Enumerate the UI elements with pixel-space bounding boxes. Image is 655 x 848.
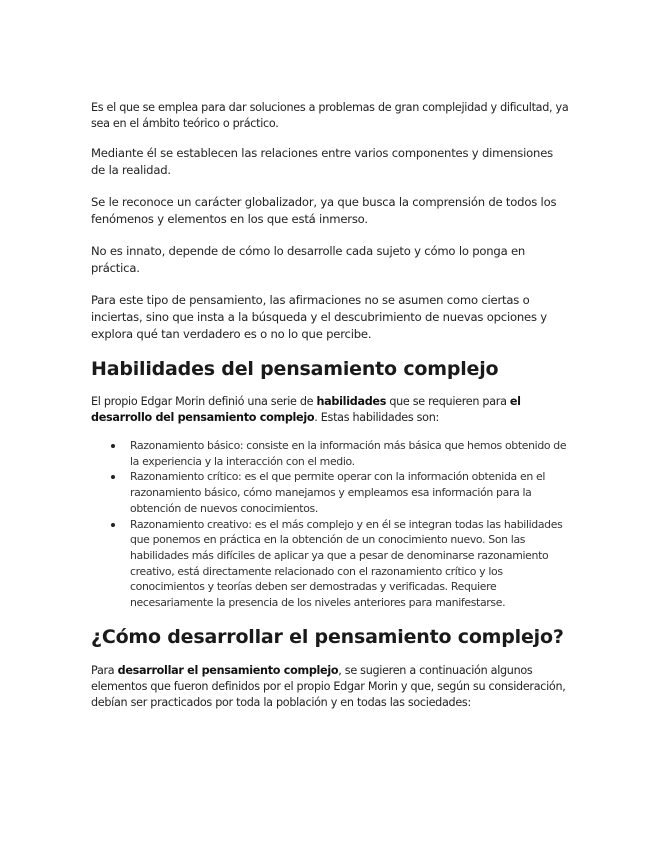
intro-paragraph-3: Se le reconoce un carácter globalizador, ya que busca la comprensión de todos los fenómenos y elementos en los que está inmerso. xyxy=(91,195,557,226)
intro-paragraph-4: No es innato, depende de cómo lo desarrolle cada sujeto y cómo lo ponga en práctica. xyxy=(91,244,526,275)
habilidades-intro-text-2: que se requieren para xyxy=(386,395,510,408)
habilidades-list xyxy=(91,438,569,611)
desarrollar-intro-text-2: , se sugieren a continuación algunos elementos que fueron definidos por el propio Edgar Morin y que, según su consideración, debían ser practicados por toda la población y en todas las sociedades: xyxy=(91,663,566,709)
intro-paragraph-2: Mediante él se establecen las relaciones entre varios componentes y dimensiones de la realidad. xyxy=(91,146,553,177)
desarrollar-link: desarrollar el pensamiento complejo xyxy=(117,663,339,677)
list-item xyxy=(91,469,569,516)
intro-paragraph-5: Para este tipo de pensamiento, las afirmaciones no se asumen como ciertas o inciertas, sino que insta a la búsqueda y el descubrimiento de nuevas opciones y explora qué tan verdadero es o no lo que percibe. xyxy=(91,293,547,341)
desarrollar-intro-text-1: Para xyxy=(91,663,118,677)
habilidades-heading: Habilidades del pensamiento complejo xyxy=(91,358,499,380)
list-item-text: Razonamiento básico: consiste en la información más básica que hemos obtenido de la experiencia y la interacción con el medio. xyxy=(130,439,567,468)
habilidades-link: habilidades xyxy=(316,395,387,408)
bullet-icon xyxy=(111,444,115,448)
list-item xyxy=(91,438,569,469)
list-item-text: Razonamiento creativo: es el más complejo y en él se integran todas las habilidades que ponemos en práctica en la obtención de un conocimiento nuevo. Son las habilidades más difíciles de aplicar ya que a pesar de denominarse razonamiento creativo, está directamente relacionado con el razonamiento crítico y los conocimientos y teorías deben ser demostradas y verificadas. Requiere necesariamente la presencia de los niveles anteriores para manifestarse. xyxy=(130,517,563,610)
desarrollar-intro xyxy=(91,663,569,711)
list-item xyxy=(91,517,569,611)
bullet-icon xyxy=(111,523,115,527)
intro-paragraph-1: Es el que se emplea para dar soluciones a problemas de gran complejidad y dificultad, ya sea en el ámbito teórico o práctico. xyxy=(91,101,569,130)
bullet-icon xyxy=(111,475,115,479)
habilidades-intro-text-3: . Estas habilidades son: xyxy=(314,411,439,424)
habilidades-intro xyxy=(91,394,569,426)
desarrollo-link: el desarrollo del pensamiento complejo xyxy=(91,395,521,424)
document-page xyxy=(91,100,569,711)
list-item-text: Razonamiento crítico: es el que permite operar con la información obtenida en el razonamiento básico, cómo manejamos y empleamos esa información para la obtención de nuevos conocimientos. xyxy=(130,470,546,515)
desarrollar-heading: ¿Cómo desarrollar el pensamiento complejo? xyxy=(91,625,564,648)
habilidades-intro-text-1: El propio Edgar Morin definió una serie de xyxy=(91,395,317,408)
